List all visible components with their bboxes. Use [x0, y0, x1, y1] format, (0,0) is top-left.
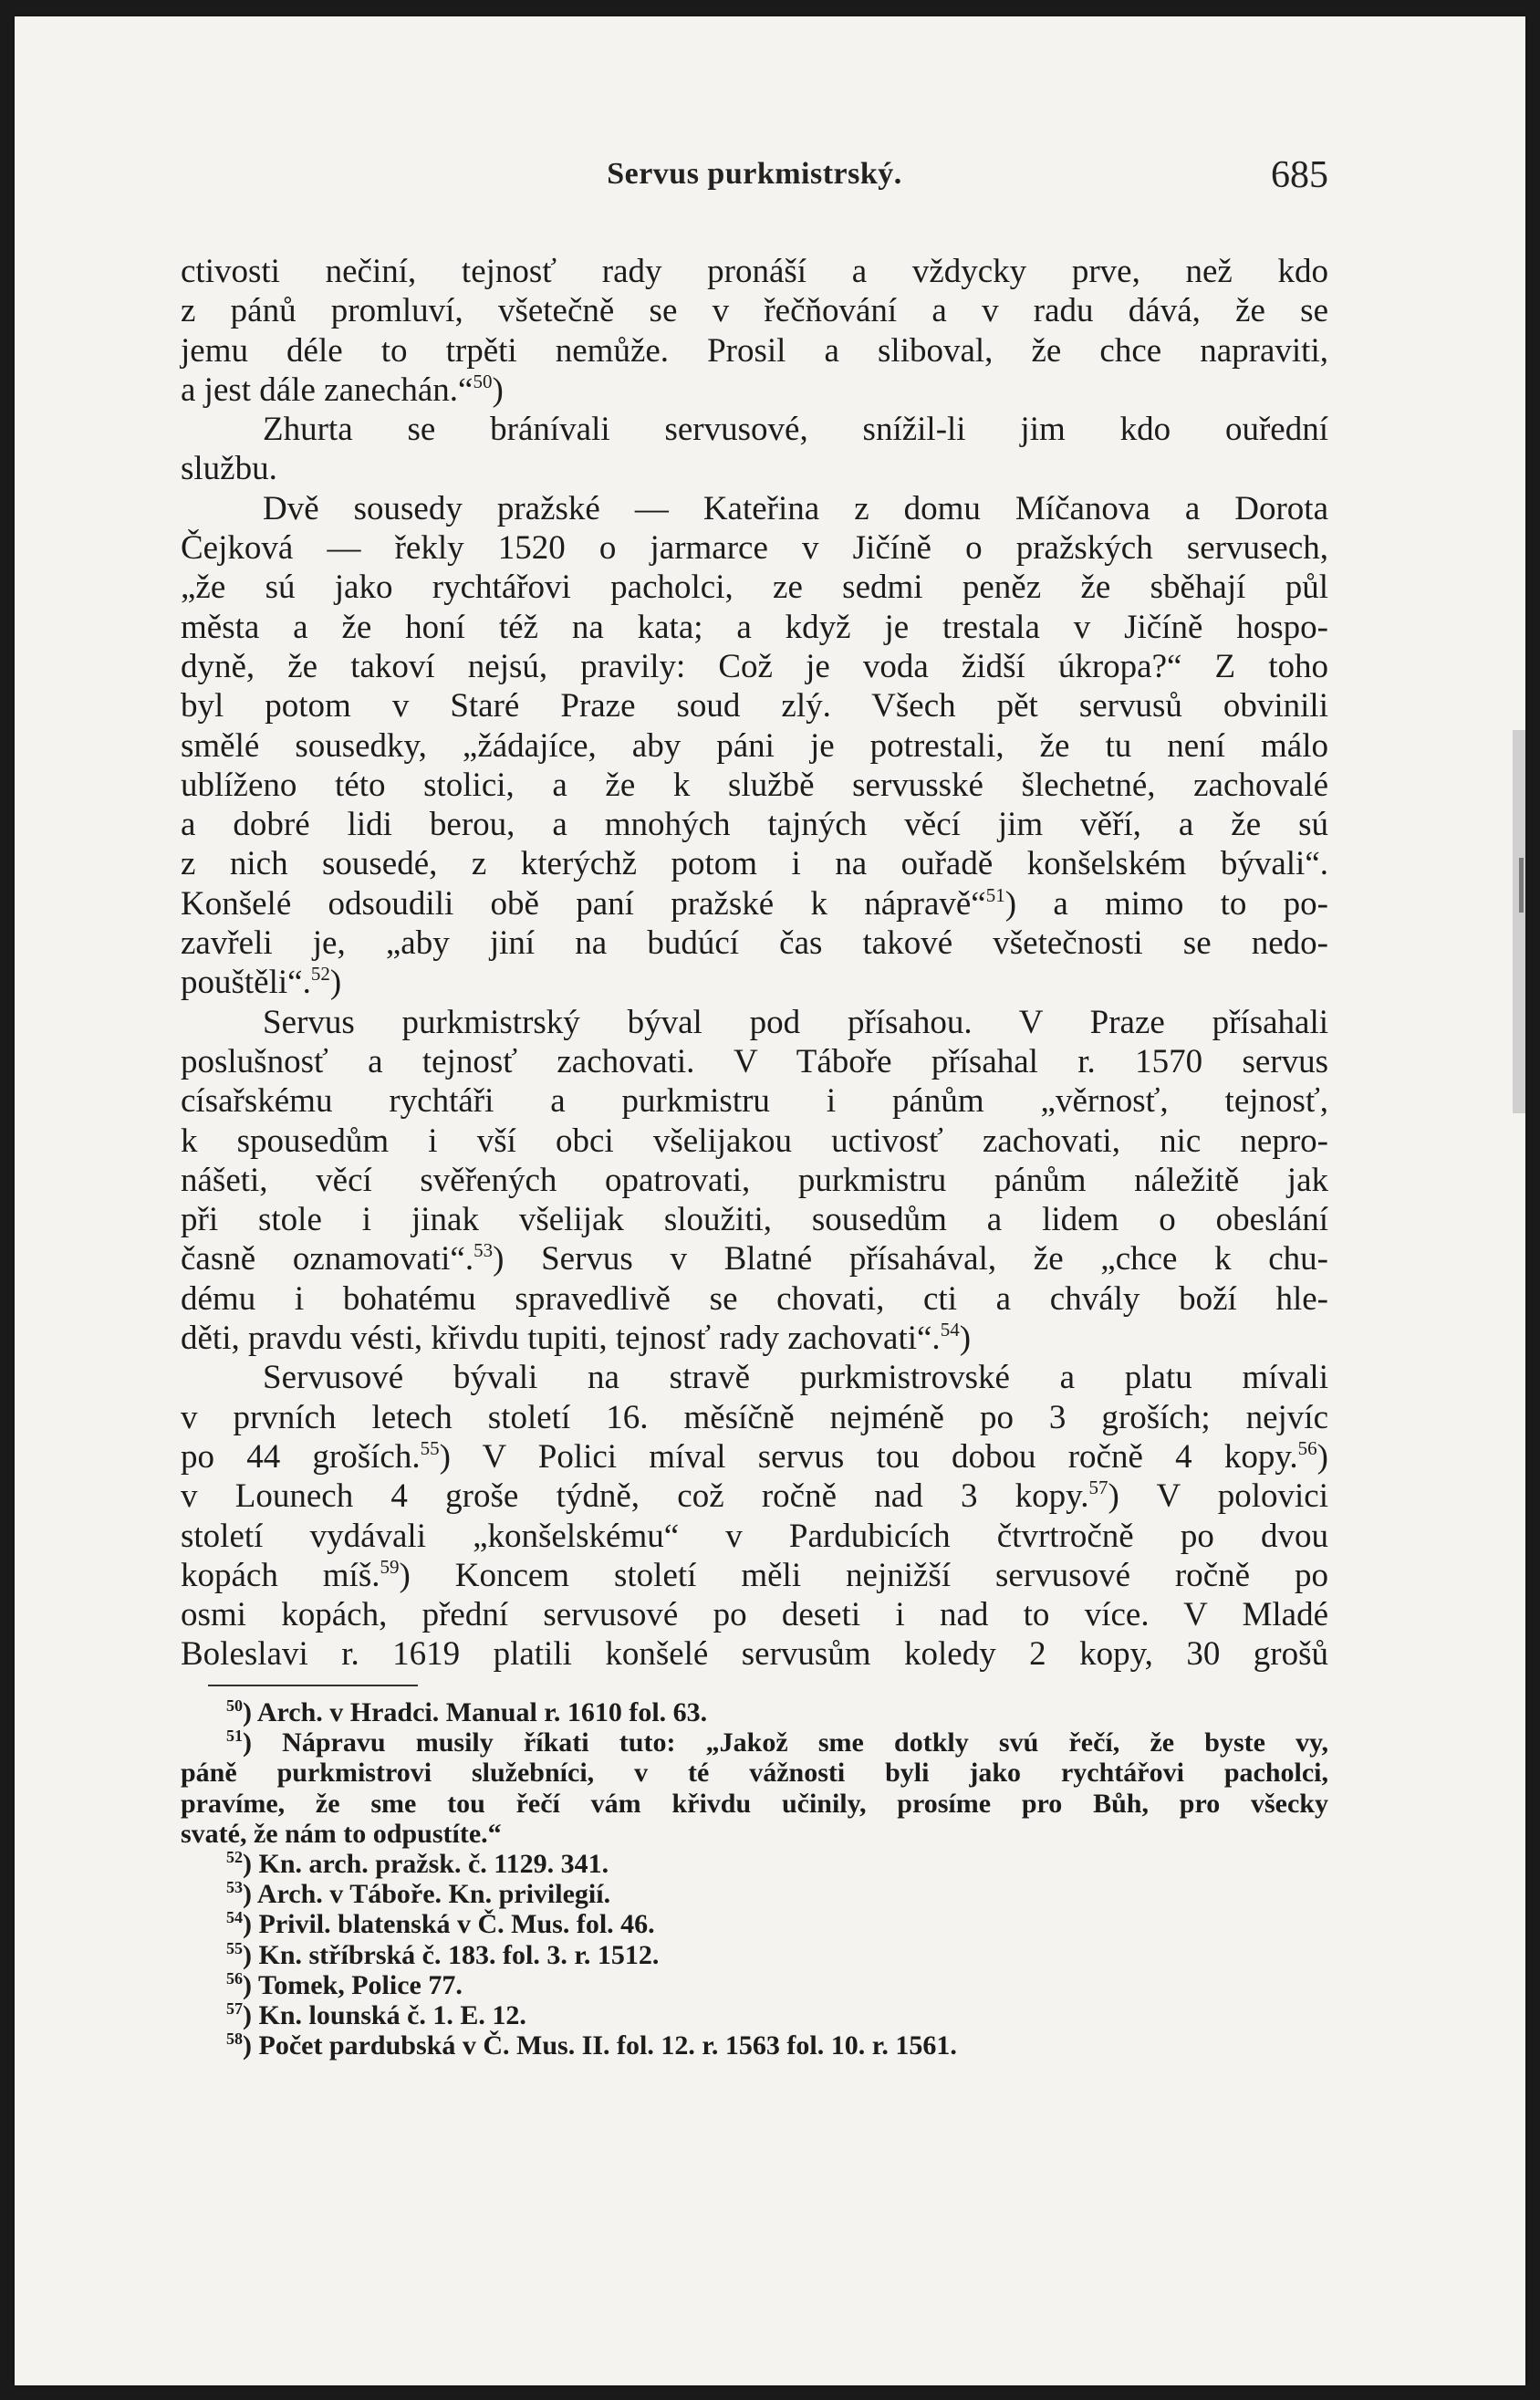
line-text: zavřeli je, „aby jiní na budúcí čas takové všetečnosti se nedo- — [181, 924, 1328, 963]
footnote-ref: 52 — [310, 963, 330, 986]
footnote-line — [181, 1758, 1328, 1788]
footnote-ref: 51 — [985, 883, 1005, 906]
footnote-ref: 57 — [1088, 1477, 1108, 1499]
footnote-number: 50 — [226, 1696, 243, 1715]
footnote-line — [181, 1727, 1328, 1758]
line-text: Servus purkmistrský býval pod přísahou. V Praze přísahali — [263, 1003, 1328, 1041]
line-text: v Lounech 4 groše týdně, což ročně nad 3 kopy. — [181, 1477, 1089, 1516]
line-text: poslušnosť a tejnosť zachovati. V Táboře přísahal r. 1570 servus — [181, 1042, 1328, 1080]
line-text: Konšelé odsoudili obě paní pražské k nápravě“ — [181, 884, 986, 923]
line-text: při stole i jinak všelijak sloužiti, sousedům a lidem o obeslání — [181, 1201, 1328, 1239]
line-text: Čejková — řekly 1520 o jarmarce v Jičíně o pražských servusech, — [181, 529, 1328, 568]
line-text: a jest dále zanechán.“ — [181, 370, 473, 409]
footnote-line — [181, 1879, 1328, 1909]
footnote-line — [181, 2000, 1328, 2030]
text-line — [181, 449, 1328, 488]
footnote-text: ) Kn. stříbrská č. 183. fol. 3. r. 1512. — [243, 1939, 660, 1970]
text-line — [181, 726, 1328, 766]
text-line — [181, 1200, 1328, 1239]
text-line — [181, 1279, 1328, 1319]
text-line — [181, 370, 1328, 410]
line-text: kopách míš. — [181, 1556, 380, 1594]
text-line — [181, 1161, 1328, 1200]
page-number: 685 — [1271, 154, 1328, 196]
text-line — [181, 608, 1328, 647]
text-line — [181, 291, 1328, 330]
footnote-rule — [208, 1685, 418, 1686]
line-text-continued: ) — [959, 1320, 972, 1358]
text-line — [181, 1122, 1328, 1161]
running-head: Servus purkmistrský. — [607, 157, 902, 191]
line-text: byl potom v Staré Praze soud zlý. Všech pět servusů obvinili — [181, 687, 1328, 725]
footnote-ref: 54 — [940, 1319, 960, 1341]
text-line — [181, 252, 1328, 291]
footnotes — [181, 1697, 1328, 2061]
footnote-number: 56 — [226, 1968, 243, 1988]
footnote-text: svaté, že nám to odpustíte.“ — [181, 1818, 502, 1849]
text-line — [181, 410, 1328, 449]
text-line — [181, 647, 1328, 686]
line-text: k spousedům i vší obci všelijakou uctivosť zachovati, nic nepro- — [181, 1122, 1328, 1160]
footnote-ref: 59 — [380, 1555, 400, 1578]
line-text-continued: ) Koncem století měli nejnižší servusové ročně po — [399, 1556, 1328, 1594]
line-text: a dobré lidi berou, a mnohých tajných věcí jim věří, a že sú — [181, 806, 1328, 844]
footnote-line — [181, 1909, 1328, 1939]
footnote-text: ) Arch. v Táboře. Kn. privilegií. — [243, 1879, 611, 1910]
footnote-text: ) Arch. v Hradci. Manual r. 1610 fol. 63. — [243, 1697, 708, 1727]
footnote-line — [181, 2030, 1328, 2061]
line-text: století vydávali „konšelskému“ v Pardubicích čtvrtročně po dvou — [181, 1517, 1328, 1555]
text-line — [181, 1634, 1328, 1674]
line-text: po 44 groších. — [181, 1437, 421, 1476]
line-text-continued: ) — [1316, 1437, 1328, 1476]
text-line — [181, 1595, 1328, 1634]
line-text: časně oznamovati“. — [181, 1240, 474, 1278]
text-line — [181, 568, 1328, 607]
line-text: ctivosti nečiní, tejnosť rady pronáší a vždycky prve, než kdo — [181, 253, 1328, 290]
footnote-line — [181, 1819, 1328, 1849]
footnote-text: páně purkmistrovi služebníci, v té vážnosti byli jako rychtářovi pacholci, — [181, 1758, 1328, 1789]
adjacent-page-edge — [1513, 730, 1525, 1113]
text-line — [181, 1398, 1328, 1437]
line-text: pouštěli“. — [181, 964, 311, 1002]
footnote-text: ) Počet pardubská v Č. Mus. II. fol. 12. r. 1563 fol. 10. r. 1561. — [243, 2030, 957, 2061]
text-line — [181, 528, 1328, 568]
footnote-line — [181, 1970, 1328, 2000]
line-text: v prvních letech století 16. měsíčně nejméně po 3 groších; nejvíc — [181, 1398, 1328, 1436]
line-text-continued: ) a mimo to po- — [1004, 884, 1328, 923]
line-text: děti, pravdu vésti, křivdu tupiti, tejnosť rady zachovati“. — [181, 1320, 941, 1358]
line-text: Servusové bývali na stravě purkmistrovské a platu mívali — [263, 1359, 1328, 1397]
text-line — [181, 1239, 1328, 1278]
line-text: Boleslavi r. 1619 platili konšelé servusům koledy 2 kopy, 30 grošů — [181, 1635, 1328, 1674]
text-line — [181, 884, 1328, 923]
footnote-number: 58 — [226, 2030, 243, 2049]
footnote-text: ) Kn. lounská č. 1. E. 12. — [243, 1999, 526, 2030]
line-text: z pánů promluví, všetečně se v řečňování a v radu dává, že se — [181, 292, 1328, 330]
footnote-text: ) Kn. arch. pražsk. č. 1129. 341. — [243, 1848, 609, 1879]
footnote-text: ) Nápravu musily říkati tuto: „Jakož sme dotkly svú řečí, že byste vy, — [243, 1727, 1328, 1758]
footnote-line — [181, 1940, 1328, 1970]
footnote-line — [181, 1697, 1328, 1727]
text-line — [181, 489, 1328, 528]
footnote-number: 51 — [226, 1727, 243, 1746]
line-text: smělé sousedky, „žádajíce, aby páni je potrestali, že tu není málo — [181, 726, 1328, 765]
footnote-text: ) Tomek, Police 77. — [243, 1969, 463, 2000]
footnote-line — [181, 1849, 1328, 1879]
line-text: císařskému rychtáři a purkmistru i pánům „věrnosť, tejnosť, — [181, 1082, 1328, 1121]
footnote-ref: 50 — [473, 370, 493, 392]
line-text-continued: ) — [492, 370, 504, 409]
line-text-continued: ) Servus v Blatné přísahával, že „chce k chu- — [493, 1240, 1329, 1278]
line-text: jemu déle to trpěti nemůže. Prosil a sliboval, že chce napraviti, — [181, 331, 1328, 370]
line-text: města a že honí též na kata; a když je trestala v Jičíně hospo- — [181, 608, 1328, 646]
text-line — [181, 766, 1328, 805]
line-text: nášeti, věcí svěřených opatrovati, purkmistru pánům náležitě jak — [181, 1161, 1328, 1199]
footnote-ref: 53 — [473, 1239, 494, 1262]
line-text: dému i bohatému spravedlivě se chovati, cti a chvály boží hle- — [181, 1279, 1328, 1318]
footnote-number: 57 — [226, 1998, 243, 2018]
footnote-text: pravíme, že sme tou řečí vám křivdu učinily, prosíme pro Bůh, pro všecky — [181, 1788, 1328, 1819]
line-text: „že sú jako rychtářovi pacholci, ze sedmi peněz že sběhají půl — [181, 569, 1328, 607]
text-line — [181, 1556, 1328, 1595]
text-line — [181, 1042, 1328, 1081]
line-text: osmi kopách, přední servusové po deseti i nad to více. V Mladé — [181, 1596, 1328, 1634]
main-text — [181, 252, 1328, 1675]
text-line — [181, 963, 1328, 1002]
line-text-continued: ) V polovici — [1108, 1477, 1329, 1516]
footnote-ref: 55 — [420, 1436, 440, 1459]
line-text: ublíženo této stolici, a že k službě servusské šlechetné, zachovalé — [181, 766, 1328, 804]
line-text: dyně, že takoví nejsú, pravily: Což je voda židší úkropa?“ Z toho — [181, 647, 1328, 685]
line-text: Dvě sousedy pražské — Kateřina z domu Míčanova a Dorota — [263, 489, 1328, 527]
text-line — [181, 1319, 1328, 1358]
footnote-ref: 56 — [1297, 1436, 1317, 1459]
text-line — [181, 1003, 1328, 1042]
text-line — [181, 1358, 1328, 1397]
text-line — [181, 331, 1328, 370]
text-line — [181, 1517, 1328, 1556]
page-header — [181, 153, 1328, 208]
line-text: službu. — [181, 450, 277, 488]
footnote-line — [181, 1789, 1328, 1819]
text-line — [181, 1437, 1328, 1477]
text-line — [181, 686, 1328, 725]
line-text-continued: ) — [329, 964, 342, 1002]
text-line — [181, 923, 1328, 963]
footnote-number: 55 — [226, 1938, 243, 1957]
line-text-continued: ) V Polici míval servus tou dobou ročně 4 kopy. — [439, 1437, 1298, 1476]
adjacent-page-mark — [1519, 858, 1524, 913]
line-text: z nich sousedé, z kterýchž potom i na ouřadě konšelském bývali“. — [181, 845, 1328, 883]
footnote-number: 52 — [226, 1847, 243, 1866]
footnote-number: 53 — [226, 1878, 243, 1897]
text-line — [181, 844, 1328, 883]
footnote-number: 54 — [226, 1908, 243, 1927]
line-text: Zhurta se bránívali servusové, snížil-li jim kdo ouřední — [263, 411, 1328, 449]
footnote-text: ) Privil. blatenská v Č. Mus. fol. 46. — [243, 1909, 655, 1940]
text-line — [181, 1477, 1328, 1516]
text-line — [181, 1081, 1328, 1121]
text-line — [181, 805, 1328, 844]
